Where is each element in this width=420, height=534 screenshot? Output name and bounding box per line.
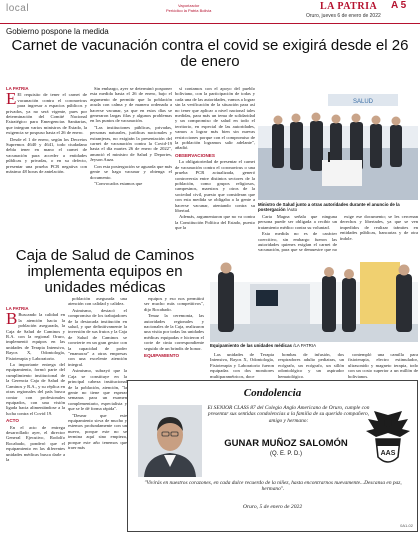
article1-photo — [258, 88, 418, 200]
ad-slogan — [166, 3, 211, 13]
article2-para: equipos y eso nos permitirá ser mucho más competitivos", dijo Rocabado. — [144, 296, 204, 312]
dateline: Oruro, jueves 6 de enero de 2022 — [306, 13, 381, 19]
caption-credit: /LA PATRIA — [293, 343, 316, 348]
article1-para: Carta Magna señala que ninguna persona puede ser obligada a recibir un tratamiento médico contra su voluntad. — [258, 214, 337, 230]
article1-col5 — [340, 214, 418, 248]
section-tag: local — [6, 3, 30, 14]
article2-para — [6, 309, 65, 361]
article1-para: Sin embargo, ayer se determinó posponer esta medida hasta el 26 de enero, bajo el argumento de permitir que la población acuda con calma y de manera ordenada a hacerse vacunar, ya que en estos días se generaron largas filas y algunos problemas en los puntos de vacunación. — [90, 86, 172, 124]
article2-photo-caption — [210, 343, 418, 348]
article2-col3 — [144, 296, 204, 376]
caption-credit: /Auto — [286, 207, 298, 212]
article1-para: exige ese documento; se les cercenan derechos y libertades, ya que se ven impedidos de realizar trámites en entidades públicas, bancarias y de otra índole. — [340, 214, 418, 241]
article1-col4 — [258, 214, 337, 253]
article1-para: Desde el 1 de enero, según los Decretos Supremos 4640 y 4641, todo ciudadano debía tener en mano el carnet de vacunación para acceder a entidades públicas y privadas, o en su defecto, presentar una prueba PCR negativa con máximo 48 horas de antelación. — [6, 136, 87, 175]
article2-para: "Desear que este equipamiento sirva de mucho y estemos profundamente con un nuevo, porque este no se termina aquí sino empieza, porque este año tenemos que traer más — [68, 412, 127, 450]
article2-para: población asegurada una atención con calidad y calidez. — [68, 296, 127, 307]
article2-para-text: Buscando la calidad en la atención hacia la población asegurada, la Caja de Salud de Caminos y R.A. con la regional Oruro, implementó equipos en las unidades de Terapia Intensiva, Rayos X, Odontología, Fisioterapia y Laboratorio. — [6, 312, 65, 361]
page-number: A 5 — [391, 0, 407, 11]
article1-col3 — [175, 86, 255, 250]
article1-col1 — [6, 86, 87, 236]
svg-text:SALUD: SALUD — [352, 99, 374, 105]
article2-col6 — [348, 352, 418, 378]
article1-para: "Convocados estamos que — [94, 180, 143, 186]
condolencia-notice — [127, 380, 418, 532]
article1-para-text: El requisito de tener el carnet de vacunación contra el coronavirus para ingresar a espacios públicos y privados, ya no será vigente, pues por determinación del Comité Nacional Estratégico para Emergencias Sanitarias, que integran varios ministros de Estado, la exigencia se pospuso hasta el 26 de enero. — [6, 92, 87, 136]
article2-para: En el acto de entrega desarrollado ayer, el director General Ejecutivo, Rodolfo Rocabado, ponderó que el equipamiento en las diferentes unidades médicas busca darle a la — [6, 424, 65, 462]
article1-para: Además, argumentaron que no va contra la Constitución Política del Estado, puesto que la — [175, 214, 255, 231]
ad-slogan-line: Periódico la Patria Bolivia — [166, 8, 212, 13]
article2-byline: LA PATRIA — [6, 306, 29, 311]
caption-bold: Ministro de Salud junto a otras autoridades durante el anuncio de la postergación — [258, 202, 400, 212]
condolencia-title: Condolencia — [243, 387, 302, 399]
article2-para: Asimismo, subrayó que la Caja se constituye en la principal cabeza institucional de la población, atención, "la gente no tiene que esperar semanas para un examen complementario, especialista y que se le dé forma rápida". — [68, 368, 127, 412]
article1-photo-caption — [258, 202, 418, 212]
deceased-name: GUNAR MUÑOZ SALOMÓN — [224, 438, 348, 449]
article2-para: Tenaz la ceremonia, las autoridades regionales y nacionales de la Caja, realizaron una visita por todas las unidades médicas equipadas e hicieron el corte de cinta correspondiente seguido de un brindis de honor. — [144, 313, 204, 351]
article1-para: "Las instituciones públicas, privadas, personas naturales, jurídicas nacionales y extranjeras, no exigirán la presentación del carnet de vacunación contra la Covid-19 hasta el día martes 26 de enero de 2022", anunció el ministro de Salud y Deportes, Jeyson Auza. — [90, 124, 172, 163]
condolencia-signature: Oruro, 5 de enero de 2022 — [242, 504, 303, 510]
article2-subhead: ACTO — [6, 418, 19, 424]
article1-para: sí contamos con el apoyo del pueblo boliviano, con la participación de todas y cada una de las autoridades, vamos a lograr sin la verificación de la situación para así no tener que aplicar a nivel nacional tales medidas, para más un tema de solidaridad y un compromiso de salud en todo el territorio, en especial de las autoridades, vamos a lograr más bien sin nuevas restricciones porque con el compromiso de la población logramos salir adelante", añadió. — [175, 86, 255, 151]
article1-para: La obligatoriedad de presentar el carnet de vacunación contra el coronavirus o una prueba PCR actualizada, generó controversia entre distintos sectores de la población, como grupos religiosos, campesinos, maestros y otros de la sociedad civil, puesto que consideran que con esta medida se obligaba a la gente a hacerse vacunar, atentando contra su libertad. — [175, 159, 255, 213]
article2-photo — [210, 252, 418, 342]
article1-col2 — [90, 86, 172, 236]
article2-col2 — [68, 296, 127, 532]
article2-para: La importante entrega del equipamiento, formó parte del cumplimiento institucional de la Gerencia Caja de Salud de Caminos y R.A., y su réplica en otras regionales del país busca contar con profesionales equipados, con una visión ligada hacia alimentándose a la lucha contra el Covid 19. — [6, 362, 65, 416]
ad-slogan-line: Vaporizador — [178, 3, 200, 8]
article1-headline: Carnet de vacunación contra el covid se exigirá desde el 26 de enero — [11, 37, 409, 70]
article2-col1 — [6, 306, 65, 532]
article2-col5 — [278, 352, 344, 378]
article2-para: Asimismo, destacó el compromiso de los trabajadores de la destacada institución en salud, y que definitivamente la inversión de sus frutos y la Caja de Salud de Caminos se convierte en un gran gestor con la capacidad de poder "enamorar" a otras empresas con una excelente atención integral. — [68, 307, 127, 367]
article1-byline: LA PATRIA — [6, 86, 29, 91]
article2-para: contempló una camilla para fisioterapia, electro estimulador, ultrasonido y magneto terapia, todo con un costo superior a un millón de bolivianos. — [348, 352, 418, 379]
portrait-photo — [138, 405, 202, 477]
caption-bold: Equipamiento de las unidades médicas — [210, 343, 292, 348]
dropcap: B — [6, 309, 18, 329]
condolencia-quote: "Vivirás en nuestros corazones, en cada dulce recuerdo de la niñez, hasta encontrarnos nuevamente...Descansa en paz, hermano". — [144, 480, 402, 493]
dropcap: E — [6, 89, 17, 109]
eagle-seal-icon — [364, 409, 412, 471]
article2-headline: Caja de Salud de Caminos implementa equipos en unidades médicas — [15, 247, 195, 296]
article1-para — [6, 89, 87, 136]
article2-para: bombas de infusión, dos respiradores adulto pediatras, un ecógrafo, un ecógrafo, un sillón odontológico y un aspirador hematológico. — [278, 352, 344, 379]
condolencia-text: El SENIOR CLASS 87 del Colegio Anglo Americano de Oruro, cumple con presentar sus sentidas condolencias a la familia de su querido compañero, amigo y hermano: — [207, 405, 370, 424]
paper-name: LA PATRIA — [320, 1, 378, 12]
ad-code: 0A1-02 — [400, 523, 413, 528]
deceased-initials: (Q. E. P. D.) — [270, 451, 302, 457]
article1-para: Con esta postergación se aguarda que más gente se haga vacunar y obtenga el documento. — [90, 163, 172, 180]
article2-subhead: EQUIPAMIENTO — [144, 353, 180, 359]
medical-equipment-photo-illustration — [210, 252, 418, 342]
article2-col4 — [210, 352, 274, 378]
masthead — [0, 0, 420, 24]
article1-para: Esta medida no es de carácter coercitivo, sin embargo fueron las autoridades quienes exigían el carnet de vacunación, para que se demuestre que no — [258, 231, 337, 253]
seal-letters: AAS — [380, 450, 396, 457]
article2-para: Las unidades de Terapia Intensiva, Rayos X, Odontología, Fisioterapia y Laboratorio fueron equipadas con dos monitores multiparamétricos, doce — [210, 352, 274, 379]
article1-subhead: OBSERVACIONES — [175, 152, 215, 158]
ministers-photo-illustration — [258, 88, 418, 200]
article1-kicker: Gobierno pospone la medida — [6, 27, 109, 36]
